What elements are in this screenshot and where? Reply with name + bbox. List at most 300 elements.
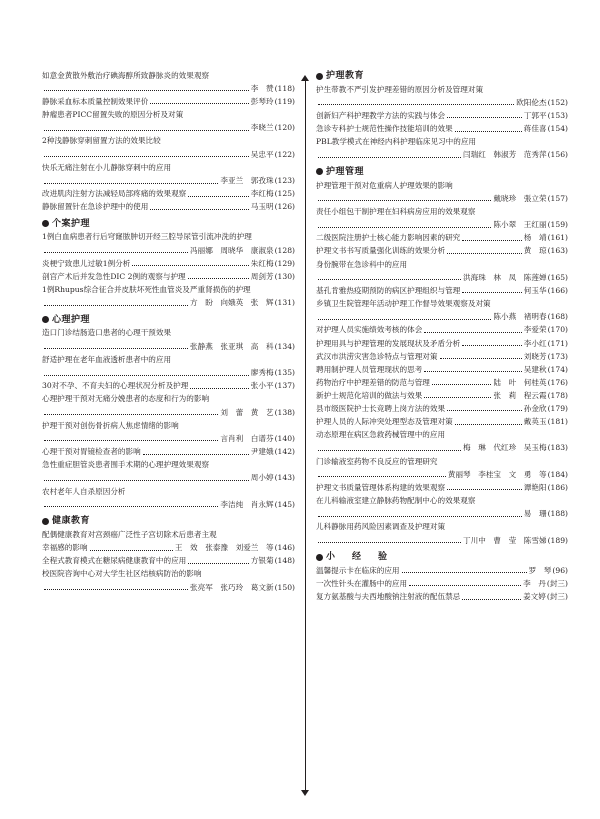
entry-authors: 吴忠平	[250, 149, 274, 159]
toc-entry[interactable]	[42, 328, 295, 352]
entry-authors: 方 盼 向娥英 张 辉	[190, 298, 274, 308]
dot-leader	[318, 104, 514, 105]
entry-meta	[42, 473, 295, 484]
entry-page-number: (152)	[547, 97, 568, 107]
entry-authors: 洪海珠 林 凤 陈莲婵	[463, 272, 547, 282]
entry-page-number: (118)	[274, 83, 295, 93]
entry-page-number: (168)	[547, 312, 568, 322]
entry-title: 炎梗宁致患儿过敏1例分析	[42, 258, 131, 268]
entry-title: 30对不孕、不育夫妇的心理状况分析及护理	[42, 381, 189, 391]
dot-leader	[44, 90, 249, 91]
entry-page-number: (161)	[547, 233, 568, 243]
dot-leader	[190, 388, 248, 389]
entry-meta	[316, 98, 568, 109]
toc-entry[interactable]	[42, 232, 295, 256]
divider-bottom-arrow-icon	[301, 790, 309, 796]
entry-meta	[42, 500, 295, 511]
entry-page-number: (189)	[547, 535, 568, 545]
entry-title: 身份腕带在急诊科中的应用	[316, 259, 408, 269]
entry-page-number: (130)	[274, 271, 295, 281]
section-header	[42, 515, 295, 527]
entry-meta	[316, 150, 568, 161]
toc-entry[interactable]	[316, 181, 568, 205]
entry-authors: 黄丽琴 李桂宝 文 勇 等	[447, 469, 547, 479]
entry-page-number: (163)	[547, 246, 568, 256]
section-title: 护理管理	[326, 166, 365, 177]
dot-leader	[462, 599, 521, 600]
toc-entry[interactable]	[316, 430, 568, 454]
entry-page-number: (142)	[274, 447, 295, 457]
entry-meta	[42, 381, 295, 392]
section-header	[316, 551, 568, 563]
entry-title: 造口门诊结肠造口患者的心理干预效果	[42, 328, 172, 338]
entry-page-number: (120)	[274, 123, 295, 133]
entry-authors: 闫瑞红 韩淑芳 范秀萍	[463, 150, 547, 160]
entry-meta	[42, 189, 295, 200]
entry-page-number: (159)	[547, 220, 568, 230]
dot-leader	[132, 265, 248, 266]
entry-authors: 彭琴玲	[250, 96, 274, 106]
section-bullet-icon	[42, 316, 49, 323]
entry-meta	[316, 111, 568, 122]
entry-title: 校医院咨询中心对大学生社区结核病防治的影响	[42, 569, 202, 579]
entry-title: 农村老年人自杀原因分析	[42, 486, 126, 496]
entry-authors: 廖秀梅	[250, 368, 274, 378]
entry-title: 舒适护理在老年血液透析患者中的应用	[42, 354, 172, 364]
dot-leader	[188, 278, 249, 279]
entry-meta	[316, 286, 568, 297]
entry-authors: 言肖利 白谱芬	[220, 433, 274, 443]
entry-page-number: (封三)	[546, 578, 568, 588]
dot-leader	[447, 489, 522, 490]
section-header	[316, 166, 568, 178]
entry-title: 2种浅静脉穿刺留置方法的效果比较	[42, 136, 161, 146]
toc-entry[interactable]	[316, 286, 568, 297]
toc-entry[interactable]	[42, 110, 295, 134]
toc-entry[interactable]	[316, 483, 568, 494]
entry-title: 1例Rhupus综合征合并皮肤坏死性血管炎及严重肾损伤的护理	[42, 285, 251, 295]
entry-page-number: (176)	[547, 377, 568, 387]
entry-authors: 罗 琴	[528, 565, 552, 575]
dot-leader	[318, 476, 446, 477]
entry-meta	[316, 325, 568, 336]
entry-title-continued: 幸福感的影响	[42, 543, 88, 553]
entry-meta	[316, 352, 568, 363]
entry-meta	[316, 443, 568, 454]
toc-entry[interactable]	[316, 566, 568, 577]
dot-leader	[409, 585, 521, 586]
toc-entry[interactable]	[316, 325, 568, 336]
toc-entry[interactable]	[316, 339, 568, 350]
entry-title: 护理管理干预对危重病人护理效果的影响	[316, 180, 453, 190]
entry-page-number: (129)	[274, 258, 295, 268]
entry-title: 急性重症胆管炎患者围手术期的心理护理效果观察	[42, 460, 210, 470]
toc-entry[interactable]	[316, 522, 568, 546]
entry-meta	[42, 434, 295, 445]
toc-entry[interactable]	[316, 404, 568, 415]
entry-meta	[42, 176, 295, 187]
entry-authors: 刘 蕾 黄 艺	[220, 407, 274, 417]
entry-authors: 马玉明	[250, 202, 274, 212]
toc-entry[interactable]	[42, 259, 295, 270]
entry-title: 配偶健康教育对宫颈癌广泛性子宫切除术后患者主观	[42, 529, 217, 539]
dot-leader	[447, 410, 522, 411]
dot-leader	[188, 563, 249, 564]
entry-title: 护理文书书写质量强化训练的效果分析	[316, 246, 446, 256]
entry-authors: 谭艳阳	[523, 482, 547, 492]
toc-entry[interactable]	[42, 460, 295, 484]
toc-entry[interactable]	[42, 447, 295, 458]
entry-authors: 李红梅	[250, 189, 274, 199]
entry-meta	[42, 123, 295, 134]
entry-authors: 张静燕 张亚琪 高 科	[190, 341, 274, 351]
entry-meta	[316, 483, 568, 494]
toc-entry[interactable]	[316, 592, 568, 603]
entry-title: 门诊输液室药物不良反应的管理研究	[316, 456, 438, 466]
entry-title: 如意金黄散外敷治疗碘海醇所致静脉炎的效果观察	[42, 70, 210, 80]
entry-title: 改进肌肉注射方法减轻局部疼痛的效果观察	[42, 189, 187, 199]
entry-meta	[316, 194, 568, 205]
section-header	[42, 314, 295, 326]
entry-meta	[42, 543, 295, 554]
dot-leader	[44, 480, 249, 481]
entry-meta	[316, 246, 568, 257]
entry-page-number: (143)	[274, 473, 295, 483]
entry-page-number: (封三)	[546, 592, 568, 601]
section-title: 健康教育	[52, 516, 91, 527]
entry-authors: 冯丽娜 周晓华 康淑泉	[190, 245, 274, 255]
entry-page-number: (165)	[547, 272, 568, 282]
entry-title: 护理干预对创伤骨折病人焦虑情绪的影响	[42, 420, 179, 430]
toc-entry[interactable]	[42, 71, 295, 95]
entry-meta	[316, 233, 568, 244]
entry-page-number: (119)	[274, 96, 295, 106]
toc-entry[interactable]	[316, 246, 568, 257]
dot-leader	[462, 292, 522, 293]
toc-entry[interactable]	[316, 299, 568, 323]
entry-authors: 尹建娥	[250, 447, 274, 457]
entry-meta	[316, 124, 568, 135]
entry-page-number: (188)	[547, 509, 568, 519]
entry-meta	[316, 566, 568, 577]
toc-entry[interactable]	[42, 569, 295, 593]
entry-meta	[42, 97, 295, 108]
dot-leader	[424, 397, 491, 398]
entry-page-number: (138)	[274, 407, 295, 417]
entry-page-number: (173)	[547, 351, 568, 361]
toc-right-column	[316, 68, 568, 603]
entry-page-number: (178)	[547, 390, 568, 400]
entry-authors: 戴英玉	[523, 417, 547, 427]
entry-meta	[42, 556, 295, 567]
entry-authors: 黄 琼	[523, 246, 547, 256]
toc-entry[interactable]	[316, 260, 568, 284]
entry-title: 聘用制护理人员管理现状的思考	[316, 364, 423, 374]
dot-leader	[44, 506, 218, 507]
entry-title: 创新妇产科护理教学方法的实践与体会	[316, 110, 446, 120]
entry-page-number: (123)	[274, 176, 295, 186]
toc-entry[interactable]	[316, 391, 568, 402]
toc-entry[interactable]	[316, 352, 568, 363]
entry-page-number: (179)	[547, 403, 568, 413]
section-bullet-icon	[316, 73, 323, 80]
entry-meta	[316, 509, 568, 520]
entry-title: 全程式教育模式在糖尿病健康教育中的应用	[42, 556, 187, 566]
entry-authors: 周剑芳	[250, 271, 274, 281]
entry-meta	[316, 470, 568, 481]
entry-page-number: (171)	[547, 338, 568, 348]
entry-title: 二级医院注册护士核心能力影响因素的研究	[316, 233, 461, 243]
entry-page-number: (134)	[274, 341, 295, 351]
entry-page-number: (131)	[274, 298, 295, 308]
dot-leader	[432, 384, 492, 385]
toc-entry[interactable]	[42, 189, 295, 200]
dot-leader	[44, 252, 188, 253]
dot-leader	[318, 279, 461, 280]
entry-authors: 孙金欣	[523, 403, 547, 413]
entry-title: 静脉采血标本质量控制效果评价	[42, 96, 149, 106]
toc-entry[interactable]	[316, 137, 568, 161]
entry-title: 药物治疗中护理差错的防范与管理	[316, 377, 430, 387]
dot-leader	[44, 440, 218, 441]
toc-entry[interactable]	[42, 421, 295, 445]
toc-entry[interactable]	[42, 272, 295, 283]
toc-entry[interactable]	[42, 487, 295, 511]
entry-page-number: (128)	[274, 245, 295, 255]
entry-page-number: (183)	[547, 443, 568, 453]
section-title: 护理教育	[326, 71, 365, 81]
entry-meta	[42, 202, 295, 213]
column-divider	[305, 78, 306, 794]
entry-page-number: (181)	[547, 417, 568, 427]
entry-authors: 方银菊	[250, 556, 274, 566]
entry-title: 静脉留置针在急诊护理中的使用	[42, 202, 149, 212]
entry-page-number: (166)	[547, 285, 568, 295]
entry-page-number: (154)	[547, 124, 568, 134]
entry-authors: 李爱荣	[523, 325, 547, 335]
dot-leader	[44, 156, 249, 157]
toc-entry[interactable]	[42, 394, 295, 418]
entry-authors: 丁川中 曹 莹 陈雪娣	[463, 535, 547, 545]
toc-entry[interactable]	[316, 378, 568, 389]
dot-leader	[462, 240, 522, 241]
entry-meta	[42, 259, 295, 270]
dot-leader	[318, 450, 461, 451]
entry-meta	[42, 298, 295, 309]
dot-leader	[44, 130, 249, 131]
dot-leader	[424, 332, 521, 333]
toc-entry[interactable]	[42, 202, 295, 213]
entry-meta	[42, 84, 295, 95]
entry-title: 一次性针头在灌肠中的应用	[316, 578, 408, 588]
entry-title: 动态原理在病区急救药械管理中的应用	[316, 430, 446, 440]
dot-leader	[44, 414, 218, 415]
entry-page-number: (125)	[274, 189, 295, 199]
toc-entry[interactable]	[316, 233, 568, 244]
dot-leader	[44, 183, 218, 184]
toc-entry[interactable]	[316, 207, 568, 231]
entry-page-number: (122)	[274, 149, 295, 159]
entry-authors: 李晓兰	[250, 123, 274, 133]
dot-leader	[143, 454, 249, 455]
entry-authors: 周小婷	[250, 473, 274, 483]
entry-meta	[42, 150, 295, 161]
entry-authors: 朱红梅	[250, 258, 274, 268]
toc-entry[interactable]	[316, 111, 568, 122]
entry-title: 急诊专科护士规范性操作技能培训的效果	[316, 124, 453, 134]
entry-authors: 张亮军 张巧玲 葛文新	[190, 582, 274, 592]
entry-meta	[42, 272, 295, 283]
dot-leader	[44, 348, 188, 349]
toc-entry[interactable]	[42, 136, 295, 160]
entry-authors: 欧阳伦杰	[516, 97, 547, 107]
section-bullet-icon	[42, 518, 49, 525]
toc-entry[interactable]	[316, 457, 568, 481]
toc-entry[interactable]	[42, 381, 295, 392]
dot-leader	[44, 305, 188, 306]
entry-page-number: (140)	[274, 433, 295, 443]
entry-title: 温馨提示卡在临床的应用	[316, 565, 400, 575]
toc-entry[interactable]	[316, 85, 568, 109]
dot-leader	[318, 542, 461, 543]
entry-page-number: (186)	[547, 482, 568, 492]
entry-page-number: (153)	[547, 110, 568, 120]
toc-entry[interactable]	[42, 163, 295, 187]
entry-meta	[42, 368, 295, 379]
entry-authors: 张 莉 程云霞	[493, 390, 547, 400]
entry-meta	[42, 583, 295, 594]
entry-title: 在儿科输液室建立静脉药物配制中心的效果观察	[316, 496, 476, 506]
entry-page-number: (146)	[274, 543, 295, 553]
entry-meta	[316, 404, 568, 415]
entry-authors: 梅 琳 代红珍 吴玉梅	[463, 443, 547, 453]
entry-meta	[316, 417, 568, 428]
entry-authors: 李 丹	[523, 578, 546, 588]
section-title: 小 经 验	[326, 552, 392, 563]
entry-title: 儿科静脉用药风险因素调查及护理对策	[316, 522, 446, 532]
entry-page-number: (156)	[547, 150, 568, 160]
entry-meta	[316, 220, 568, 231]
dot-leader	[318, 516, 522, 517]
entry-title: 复方氨基酸与夫西地酸钠注射液的配伍禁忌	[316, 592, 461, 601]
dot-leader	[44, 375, 249, 376]
toc-entry[interactable]	[42, 355, 295, 379]
dot-leader	[440, 358, 522, 359]
section-header	[42, 218, 295, 230]
entry-title: 新护士规范化培训的做法与效果	[316, 390, 423, 400]
entry-authors: 王 效 张泰豫 刘爱兰 等	[174, 543, 274, 553]
section-title: 个案护理	[52, 218, 91, 229]
entry-meta	[42, 408, 295, 419]
section-header	[316, 70, 568, 82]
entry-title: 肿瘤患者PICC留置失败的原因分析及对策	[42, 110, 184, 120]
entry-authors: 姜文婷	[523, 592, 546, 601]
entry-page-number: (137)	[274, 381, 295, 391]
entry-title: 护理文书质量管理体系构建的效果观察	[316, 482, 446, 492]
dot-leader	[150, 209, 248, 210]
toc-entry[interactable]	[316, 124, 568, 135]
section-bullet-icon	[316, 168, 323, 175]
dot-leader	[90, 550, 173, 551]
entry-authors: 陆 叶 何桂英	[493, 377, 547, 387]
toc-entry[interactable]	[316, 496, 568, 520]
entry-meta	[316, 365, 568, 376]
toc-entry[interactable]	[316, 579, 568, 590]
dot-leader	[44, 589, 188, 590]
entry-title: 护理用具与护理管理的发展现状及矛盾分析	[316, 338, 461, 348]
entry-meta	[316, 378, 568, 389]
entry-page-number: (174)	[547, 364, 568, 374]
entry-meta	[42, 246, 295, 257]
entry-meta	[316, 273, 568, 284]
entry-authors: 李洁纯 肖永辉	[220, 499, 274, 509]
toc-entry[interactable]	[42, 97, 295, 108]
entry-page-number: (184)	[547, 469, 568, 479]
toc-entry[interactable]	[42, 285, 295, 309]
entry-title: 护生带教不严引发护理差错的原因分析及管理对策	[316, 84, 484, 94]
entry-title: 对护理人员实施绩效考核的体会	[316, 325, 423, 335]
entry-authors: 刘晓芳	[523, 351, 547, 361]
entry-page-number: (126)	[274, 202, 295, 212]
entry-authors: 丁郭平	[523, 110, 547, 120]
entry-title: 剖宫产术后并发急性DIC 2例的观察与护理	[42, 271, 186, 281]
dot-leader	[318, 200, 491, 201]
entry-authors: 张小平	[250, 381, 274, 391]
dot-leader	[447, 253, 522, 254]
entry-title: 县市级医院护士长竞聘上岗方法的效果	[316, 403, 446, 413]
dot-leader	[318, 227, 491, 228]
section-title: 心理护理	[52, 314, 91, 325]
entry-title: 快乐无痛注射在小儿静脉穿刺中的应用	[42, 162, 172, 172]
dot-leader	[462, 345, 522, 346]
section-bullet-icon	[316, 554, 323, 561]
entry-authors: 李小红	[523, 338, 547, 348]
entry-page-number: (145)	[274, 499, 295, 509]
entry-title: PBL教学模式在神经内科护理临床见习中的应用	[316, 137, 477, 147]
dot-leader	[318, 319, 491, 320]
entry-authors: 易 珊	[523, 509, 547, 519]
entry-page-number: (148)	[274, 556, 295, 566]
entry-title: 武汉市洪涝灾害急诊特点与管理对策	[316, 351, 438, 361]
entry-authors: 陈小翠 王红丽	[493, 220, 547, 230]
entry-meta	[316, 536, 568, 547]
entry-authors: 杨 靖	[523, 233, 547, 243]
entry-meta	[316, 391, 568, 402]
dot-leader	[455, 424, 522, 425]
toc-entry[interactable]	[316, 365, 568, 376]
dot-leader	[447, 117, 522, 118]
dot-leader	[150, 103, 248, 104]
entry-authors: 何玉华	[523, 285, 547, 295]
entry-authors: 蒋佳喜	[523, 124, 547, 134]
entry-meta	[316, 339, 568, 350]
entry-title: 护理人员的人际冲突处理型态及管理对策	[316, 417, 453, 427]
entry-page-number: (135)	[274, 368, 295, 378]
toc-entry[interactable]	[42, 556, 295, 567]
toc-entry[interactable]	[316, 417, 568, 428]
entry-meta	[42, 447, 295, 458]
dot-leader	[402, 572, 527, 573]
entry-title: 基孔肯雅热疫期预防的病区护理组织与管理	[316, 285, 461, 295]
entry-meta	[316, 592, 568, 603]
divider-top-arrow-icon	[301, 75, 309, 81]
entry-title: 1例白血病患者行后穹窿脓肿切开经三腔导尿管引流冲洗的护理	[42, 232, 252, 242]
entry-authors: 李亚兰 郭孜珠	[220, 176, 274, 186]
toc-entry[interactable]	[42, 530, 295, 554]
dot-leader	[455, 131, 522, 132]
dot-leader	[318, 157, 461, 158]
toc-left-column	[42, 68, 295, 593]
